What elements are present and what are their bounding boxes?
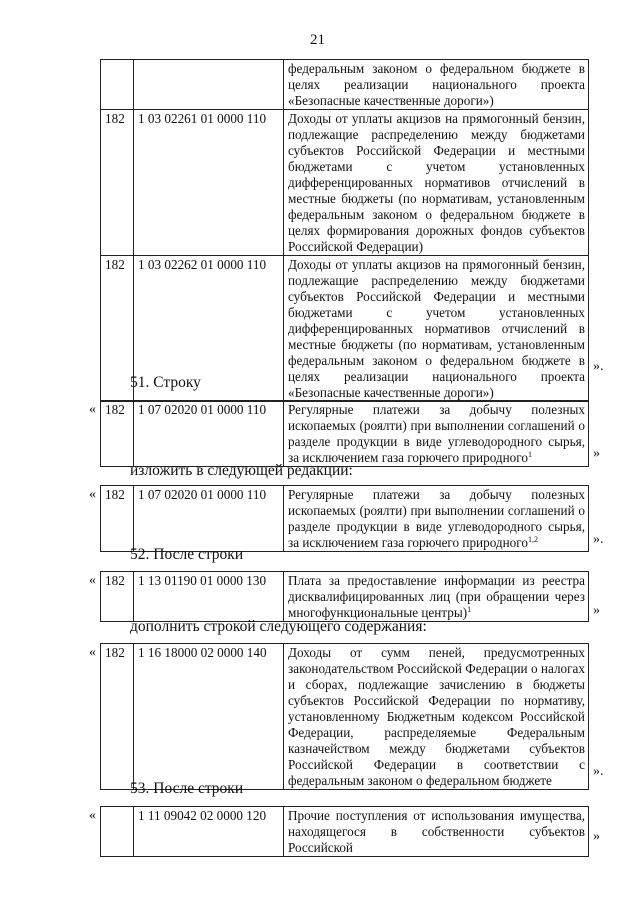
admin-code-cell: 182	[101, 256, 134, 402]
description-cell	[284, 572, 589, 622]
description-text: Регулярные платежи за добычу полезных ископаемых (роялти) при выполнении соглашений о разделе продукции в виде углеводородного сырья, за исключением газа горючего природного	[288, 487, 585, 550]
description-cell: Доходы от уплаты акцизов на прямогонный бензин, подлежащие распределению между бюджетами субъектов Российской Федерации и местными бюджетами с учетом установленных дифференцированных нормативов отчислений в местные бюджеты (по нормативам, установленным федеральным законом о федеральном бюджете в целях формирования дорожных фондов субъектов Российской Федерации)	[284, 110, 589, 256]
table-row	[101, 401, 589, 467]
closing-quote: ».	[593, 764, 604, 779]
row-table	[100, 485, 589, 552]
row-table	[100, 400, 589, 467]
table-row	[101, 60, 589, 110]
kbk-code-cell: 1 07 02020 01 0000 110	[134, 401, 284, 467]
section-51-heading: 51. Строку	[130, 374, 201, 391]
description-text: Плата за предоставление информации из реестра дисквалифицированных лиц (при обращении через многофункциональные центры)	[288, 573, 585, 620]
admin-code-cell	[101, 807, 134, 857]
closing-quote: »	[593, 446, 600, 461]
opening-quote: «	[89, 645, 96, 660]
description-cell: Доходы от уплаты акцизов на прямогонный бензин, подлежащие распределению между бюджетами субъектов Российской Федерации и местными бюджетами с учетом установленных дифференцированных нормативов отчислений в местные бюджеты (по нормативам, установленным федеральным законом о федеральном бюджете в целях реализации национального проекта «Безопасные качественные дороги»)	[284, 256, 589, 402]
admin-code-cell	[101, 60, 134, 110]
footnote-mark: 1,2	[527, 535, 538, 544]
section-52-heading: 52. После строки	[130, 546, 244, 563]
opening-quote: «	[89, 808, 96, 823]
closing-quote: ».	[593, 359, 604, 374]
admin-code-cell: 182	[101, 486, 134, 552]
kbk-code-cell: 1 03 02262 01 0000 110	[134, 256, 284, 402]
table-row	[101, 572, 589, 622]
kbk-code-cell: 1 11 09042 02 0000 120	[134, 807, 284, 857]
table-row	[101, 486, 589, 552]
table-row	[101, 644, 589, 790]
description-text: Регулярные платежи за добычу полезных ископаемых (роялти) при выполнении соглашений о разделе продукции в виде углеводородного сырья, за исключением газа горючего природного	[288, 402, 585, 465]
top-table	[100, 59, 589, 402]
description-cell	[284, 401, 589, 467]
footnote-mark: 1	[527, 450, 532, 459]
footnote-mark: 1	[467, 605, 472, 614]
kbk-code-cell: 1 16 18000 02 0000 140	[134, 644, 284, 790]
admin-code-cell: 182	[101, 401, 134, 467]
instruction-text: дополнить строкой следующего содержания:	[130, 618, 427, 635]
kbk-code-cell: 1 03 02261 01 0000 110	[134, 110, 284, 256]
opening-quote: «	[89, 573, 96, 588]
table-row	[101, 807, 589, 857]
opening-quote: «	[89, 402, 96, 417]
instruction-text: изложить в следующей редакции:	[130, 462, 353, 479]
section-53-heading: 53. После строки	[130, 780, 244, 797]
admin-code-cell: 182	[101, 110, 134, 256]
kbk-code-cell	[134, 60, 284, 110]
closing-quote: »	[593, 603, 600, 618]
description-cell	[284, 486, 589, 552]
table-row	[101, 110, 589, 256]
row-table	[100, 806, 589, 857]
closing-quote: »	[593, 829, 600, 844]
opening-quote: «	[89, 487, 96, 502]
description-cell: Прочие поступления от использования имущества, находящегося в собственности субъектов Российской	[284, 807, 589, 857]
closing-quote: ».	[593, 532, 604, 547]
admin-code-cell: 182	[101, 572, 134, 622]
row-table	[100, 571, 589, 622]
kbk-code-cell: 1 07 02020 01 0000 110	[134, 486, 284, 552]
admin-code-cell: 182	[101, 644, 134, 790]
description-cell: Доходы от сумм пеней, предусмотренных законодательством Российской Федерации о налогах и сборах, подлежащие зачислению в бюджеты субъектов Российской Федерации по нормативу, установленному Бюджетным кодексом Российской Федерации, распределяемые Федеральным казначейством между бюджетами субъектов Российской Федерации в соответствии с федеральным законом о федеральном бюджете	[284, 644, 589, 790]
row-table	[100, 643, 589, 790]
page-number: 21	[310, 32, 325, 48]
description-cell: федеральным законом о федеральном бюджете в целях реализации национального проекта «Безопасные качественные дороги»)	[284, 60, 589, 110]
kbk-code-cell: 1 13 01190 01 0000 130	[134, 572, 284, 622]
